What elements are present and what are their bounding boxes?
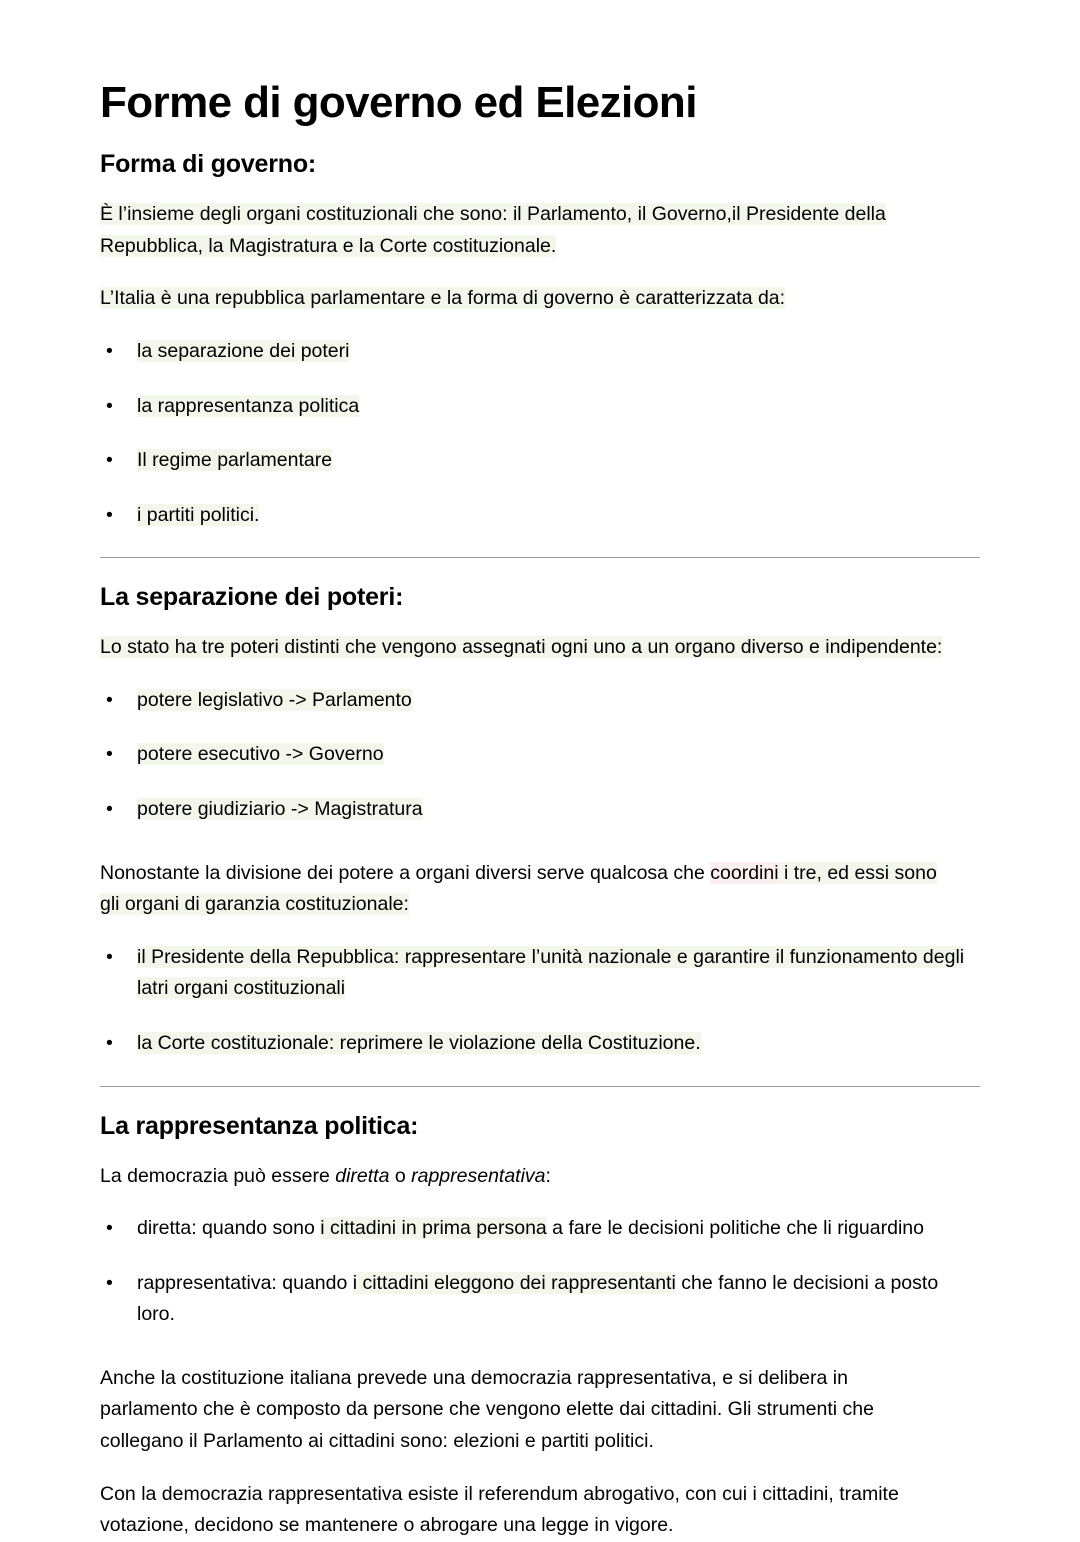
spacer <box>100 848 980 858</box>
spacer <box>100 1353 980 1363</box>
list-item <box>100 1268 980 1331</box>
bullet-icon: • <box>106 798 113 821</box>
paragraph-referendum-abrogativo: Con la democrazia rappresentativa esiste il referendum abrogativo, con cui i cittadini, tramite votazione, decidono se mantenere o abrogare una legge in vigore. <box>100 1482 899 1537</box>
list-item-label: potere legislativo -> Parlamento <box>137 688 412 711</box>
paragraph-text: L’Italia è una repubblica parlamentare e la forma di governo è caratterizzata da: <box>100 287 786 310</box>
section-heading-rappresentanza-politica: La rappresentanza politica: <box>100 1111 419 1140</box>
paragraph-text: È l’insieme degli organi costituzionali che sono: il Parlamento, il Governo,il Presidente della Repubblica, la Magistratura e la Corte costituzionale. <box>100 203 886 257</box>
bullet-icon: • <box>106 503 113 526</box>
list-poteri <box>100 685 980 826</box>
bullet-icon: • <box>106 394 113 417</box>
list-item-text-pre: rappresentativa: quando <box>137 1271 353 1294</box>
bullet-icon: • <box>106 1271 113 1294</box>
section-heading-forma-di-governo: Forma di governo: <box>100 150 317 179</box>
bullet-icon: • <box>106 449 113 472</box>
highlighted-phrase: i cittadini in prima persona <box>320 1217 547 1240</box>
list-item-label: la separazione dei poteri <box>137 340 350 362</box>
list-forma-di-governo-caratteristiche <box>100 336 980 531</box>
list-item-text-pre: diretta: quando sono <box>137 1217 321 1240</box>
highlighted-phrase: i cittadini eleggono dei rappresentanti <box>352 1271 676 1294</box>
section-divider <box>100 557 980 558</box>
bullet-icon: • <box>106 340 113 362</box>
paragraph-costituzione-italiana: Anche la costituzione italiana prevede una democrazia rappresentativa, e si delibera in parlamento che è composto da persone che vengono elette dai cittadini. Gli strumenti che collegano il Parlamento ai cittadini sono: elezioni e partiti politici. <box>100 1366 874 1452</box>
page-title: Forme di governo ed Elezioni <box>100 78 697 127</box>
list-item <box>100 794 980 826</box>
paragraph-organi-costituzionali <box>100 199 945 262</box>
paragraph-text: Lo stato ha tre poteri distinti che vengono assegnati ogni uno a un organo diverso e indipendente: <box>100 636 943 659</box>
paragraph-italia-repubblica <box>100 283 945 315</box>
section-heading-separazione-dei-poteri: La separazione dei poteri: <box>100 583 404 612</box>
paragraph-text-pre: Nonostante la divisione dei potere a organi diversi serve qualcosa che <box>100 861 711 884</box>
list-item-label: il Presidente della Repubblica: rappresentare l’unità nazionale e garantire il funzionamento degli latri organi costituzionali <box>137 945 965 1000</box>
list-item-label: la rappresentanza politica <box>137 394 360 417</box>
bullet-icon: • <box>106 945 113 968</box>
bullet-icon: • <box>106 743 113 766</box>
list-item <box>100 1028 980 1060</box>
paragraph-text-mid: o <box>389 1164 412 1187</box>
list-item <box>100 500 980 532</box>
list-organi-di-garanzia <box>100 942 980 1060</box>
list-item <box>100 739 980 771</box>
list-item-text-post: che fanno le decisioni a posto loro. <box>137 1271 939 1326</box>
list-item-label: i partiti politici. <box>137 503 260 526</box>
paragraph-tre-poteri <box>100 632 945 664</box>
bullet-icon: • <box>106 1031 113 1054</box>
paragraph-democrazia-tipi <box>100 1161 945 1193</box>
emphasis-rappresentativa: rappresentativa <box>411 1164 546 1187</box>
paragraph-organi-di-garanzia <box>100 858 945 921</box>
list-item <box>100 391 980 423</box>
paragraph-text-post: i tre, ed essi sono gli organi di garanzia costituzionale: <box>100 861 937 916</box>
list-item-text-post: a fare le decisioni politiche che li riguardino <box>546 1217 924 1240</box>
paragraph-text-post: : <box>545 1164 551 1187</box>
list-item <box>100 685 980 717</box>
bullet-icon: • <box>106 1217 113 1240</box>
list-item-label: potere giudiziario -> Magistratura <box>137 798 423 821</box>
list-item-label: la Corte costituzionale: reprimere le violazione della Costituzione. <box>137 1031 701 1054</box>
list-item-label: potere esecutivo -> Governo <box>137 743 384 766</box>
list-item <box>100 942 980 1005</box>
list-item-label: Il regime parlamentare <box>137 449 333 472</box>
paragraph-text-pre: La democrazia può essere <box>100 1164 336 1187</box>
section-divider <box>100 1086 980 1087</box>
list-item <box>100 1213 980 1245</box>
list-tipi-democrazia <box>100 1213 980 1331</box>
list-item <box>100 445 980 477</box>
bullet-icon: • <box>106 688 113 711</box>
emphasis-diretta: diretta <box>335 1164 390 1187</box>
list-item <box>100 336 980 368</box>
highlighted-term-coordini: coordini <box>710 861 779 884</box>
